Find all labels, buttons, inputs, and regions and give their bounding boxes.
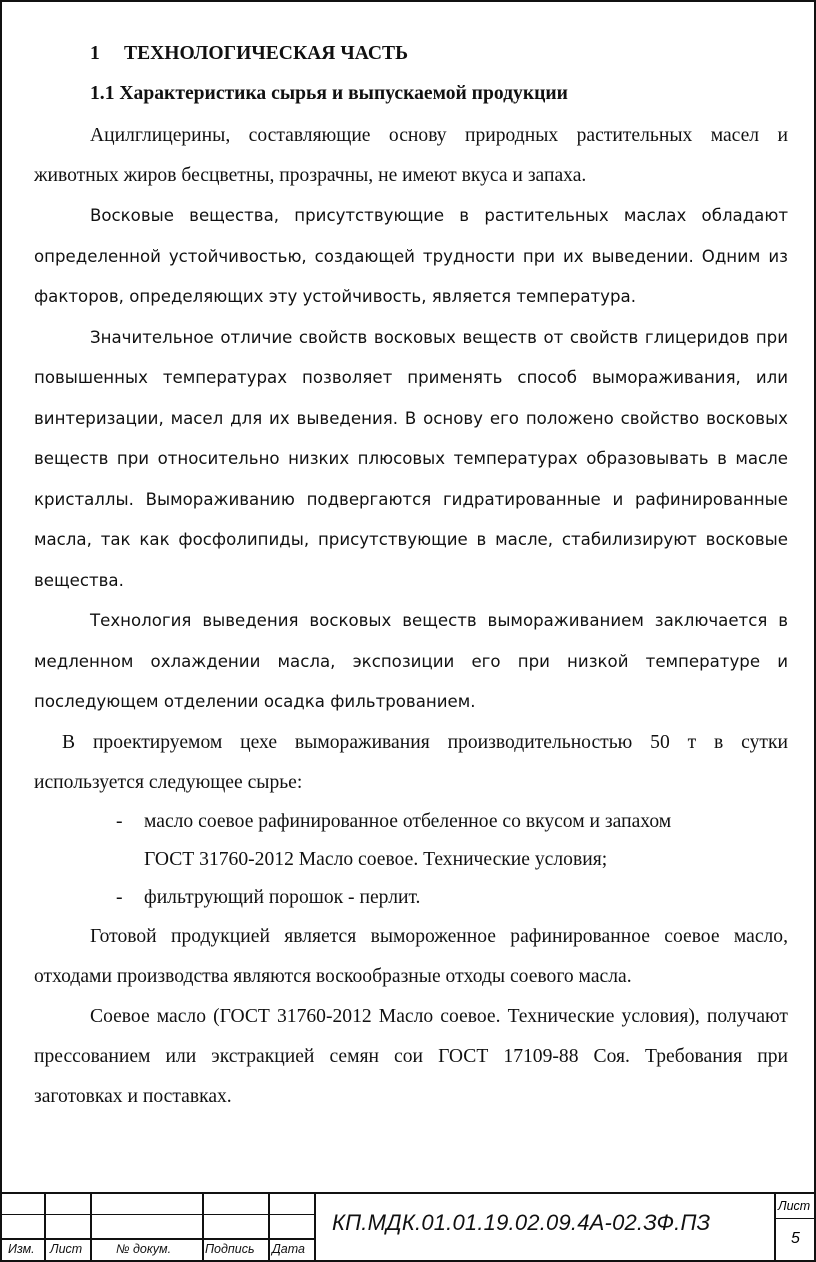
section-heading [34,40,788,80]
paragraph-winterization: Значительное отличие свойств восковых веществ от свойств глицеридов при повышенных температурах позволяет применять способ вымораживания, или винтеризации, масел для их выведения. В основу его положено свойство восковых веществ при относительно низких плюсовых температурах образовывать в масле кристаллы. Вымораживанию подвергаются гидратированные и рафинированные масла, так как фосфолипиды, присутствующие в масле, стабилизируют восковые вещества. [34,327,788,590]
document-body [34,40,788,1117]
section-title: ТЕХНОЛОГИЧЕСКАЯ ЧАСТЬ [124,43,409,64]
paragraph-wax-stability: Восковые вещества, присутствующие в растительных маслах обладают определенной устойчивостью, создающей трудности при их выведении. Одним из факторов, определяющих эту устойчивость, является температура. [34,206,788,306]
list-item: - масло соевое рафинированное отбеленное со вкусом и запахом ГОСТ 31760-2012 Масло соевое. Технические условия; [116,810,672,870]
stamp-col-date: Дата [272,1242,305,1256]
section-number: 1 [90,43,100,64]
paragraph-soy-oil: Соевое масло (ГОСТ 31760-2012 Масло соевое. Технические условия), получают прессованием или экстракцией семян сои ГОСТ 17109-88 Соя. Требования при заготовках и поставках. [34,1005,788,1107]
raw-materials-list [34,803,788,917]
paragraph-raw-materials: В проектируемом цехе вымораживания производительностью 50 т в сутки используется следующее сырье: [34,731,788,793]
subsection-heading: 1.1 Характеристика сырья и выпускаемой продукции [90,83,568,104]
title-block-stamp [2,1192,814,1260]
stamp-col-doc: № докум. [116,1242,172,1256]
paragraph-acylglycerides: Ацилглицерины, составляющие основу природных растительных масел и животных жиров бесцветны, прозрачны, не имеют вкуса и запаха. [34,125,788,186]
paragraph-technology: Технология выведения восковых веществ вымораживанием заключается в медленном охлаждении масла, экспозиции его при низкой температуре и последующем отделении осадка фильтрованием. [34,611,788,711]
list-item: - фильтрующий порошок - перлит. [116,886,421,908]
stamp-col-izm: Изм. [8,1242,35,1256]
paragraph-product: Готовой продукцией является вымороженное рафинированное соевое масло, отходами производства являются воскообразные отходы соевого масла. [34,925,788,987]
sheet-label: Лист [778,1199,811,1213]
sheet-number: 5 [791,1230,800,1247]
stamp-col-sign: Подпись [205,1242,255,1256]
stamp-col-list: Лист [50,1242,83,1256]
document-code: КП.МДК.01.01.19.02.09.4А-02.ЗФ.ПЗ [332,1210,711,1235]
